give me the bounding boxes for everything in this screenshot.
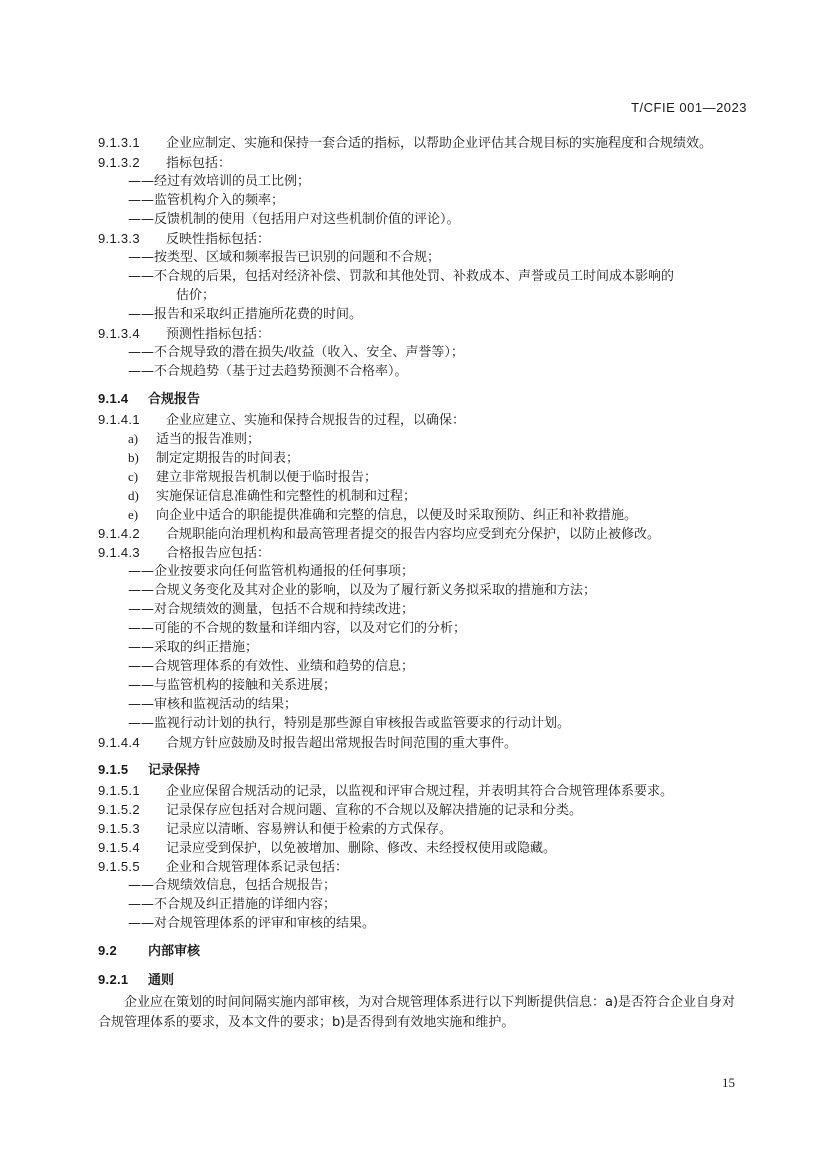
list-item: ——审核和监视活动的结果； [128,697,298,712]
list-item: ——经过有效培训的员工比例； [128,174,311,189]
list-item: ——合规管理体系的有效性、业绩和趋势的信息； [128,659,415,674]
list-item: ——与监管机构的接触和关系进展； [128,678,337,693]
clause-number: 9.1.5.4 [98,840,140,855]
list-item: ——可能的不合规的数量和详细内容，以及对它们的分析； [128,621,467,636]
document-code: T/CFIE 001—2023 [631,100,747,115]
clause-text: 指标包括： [166,156,232,171]
item-text: 向企业中适合的职能提供准确和完整的信息，以便及时采取预防、纠正和补救措施。 [156,508,638,523]
clause-9-1-3-1 [98,133,747,153]
clause-text: 合规职能向治理机构和最高管理者提交的报告内容均应受到充分保护，以防止被修改。 [166,527,661,542]
clause-number: 9.1.5.3 [98,821,140,836]
list-item-continuation: 估价； [176,288,216,303]
clause-text: 记录保存应包括对合规问题、宣称的不合规以及解决措施的记录和分类。 [166,803,583,818]
clause-text: 企业和合规管理体系记录包括： [166,860,349,875]
list-item: ——企业按要求向任何监管机构通报的任何事项； [128,564,415,579]
item-text: 制定定期报告的时间表； [156,451,300,466]
clause-text: 反映性指标包括： [166,232,271,247]
clause-9-1-3-4 [98,324,747,343]
clause-number: 9.1.3.1 [98,135,140,150]
list-item: ——不合规趋势（基于过去趋势预测不合格率）。 [128,364,408,379]
list-item [98,429,747,448]
item-label: b) [128,450,139,465]
section-number: 9.2 [98,943,117,958]
item-label: a) [128,431,139,446]
item-text: 适当的报告准则； [156,432,261,447]
list-item [98,467,747,486]
section-title: 记录保持 [148,763,201,778]
clause-number: 9.1.4.4 [98,735,140,750]
list-item [98,505,747,524]
list-item: ——反馈机制的使用（包括用户对这些机制价值的评论）。 [128,212,460,227]
section-title: 内部审核 [148,944,201,959]
document-body [98,133,747,1033]
list-item: ——不合规的后果，包括对经济补偿、罚款和其他处罚、补救成本、声誉或员工时间成本影响的 [128,269,675,284]
clause-text: 企业应保留合规活动的记录，以监视和评审合规过程，并表明其符合合规管理体系要求。 [166,784,674,799]
clause-text: 企业应制定、实施和保持一套合适的指标，以帮助企业评估其合规目标的实施程度和合规绩效。 [166,136,713,151]
clause-9-1-5-3 [98,819,747,838]
clause-9-1-5-1 [98,781,747,800]
section-title: 合规报告 [148,392,201,407]
paragraph-9-2-1: 企业应在策划的时间间隔实施内部审核，为对合规管理体系进行以下判断提供信息：a)是否符合企业自身对合规管理体系的要求，及本文件的要求；b)是否得到有效地实施和维护。 [98,995,736,1030]
list-item: ——不合规导致的潜在损失/收益（收入、安全、声誉等）； [128,345,464,360]
list-item: ——对合规管理体系的评审和审核的结果。 [128,916,376,931]
list-item: ——合规义务变化及其对企业的影响，以及为了履行新义务拟采取的措施和方法； [128,583,597,598]
item-text: 实施保证信息准确性和完整性的机制和过程； [156,489,417,504]
clause-number: 9.1.5.1 [98,783,140,798]
clause-text: 记录应以清晰、容易辨认和便于检索的方式保存。 [166,822,453,837]
clause-9-1-3-2 [98,153,747,172]
clause-number: 9.1.4.1 [98,412,140,427]
clause-text: 合格报告应包括： [166,546,271,561]
item-label: e) [128,507,139,522]
clause-9-1-4-4 [98,733,747,752]
section-heading-9-2 [98,941,747,962]
item-text: 建立非常规报告机制以便于临时报告； [156,470,378,485]
clause-text: 企业应建立、实施和保持合规报告的过程，以确保： [166,413,466,428]
list-item [98,448,747,467]
list-item: ——按类型、区域和频率报告已识别的问题和不合规； [128,250,441,265]
clause-number: 9.1.5.5 [98,859,140,874]
list-item: ——采取的纠正措施； [128,640,259,655]
clause-9-1-4-1 [98,410,747,429]
section-heading-9-1-5 [98,760,747,781]
clause-9-1-5-4 [98,838,747,857]
list-item: ——合规绩效信息，包括合规报告； [128,878,337,893]
clause-number: 9.1.5.2 [98,802,140,817]
section-number: 9.2.1 [98,972,129,987]
list-item: ——对合规绩效的测量，包括不合规和持续改进； [128,602,415,617]
section-number: 9.1.5 [98,762,129,777]
section-number: 9.1.4 [98,391,129,406]
list-item [98,486,747,505]
page-number: 15 [722,1075,735,1090]
item-label: c) [128,469,139,484]
clause-text: 合规方针应鼓励及时报告超出常规报告时间范围的重大事件。 [166,736,518,751]
clause-9-1-5-2 [98,800,747,819]
item-label: d) [128,488,139,503]
clause-9-1-5-5 [98,857,747,876]
clause-9-1-4-2 [98,524,747,543]
clause-9-1-4-3 [98,543,747,562]
list-item: ——报告和采取纠正措施所花费的时间。 [128,307,363,322]
clause-9-1-3-3 [98,229,747,248]
list-item: ——不合规及纠正措施的详细内容； [128,897,337,912]
clause-number: 9.1.3.3 [98,231,140,246]
clause-number: 9.1.3.4 [98,326,140,341]
list-item: ——监管机构介入的频率； [128,193,285,208]
section-heading-9-2-1 [98,970,747,991]
list-item: ——监视行动计划的执行，特别是那些源自审核报告或监管要求的行动计划。 [128,716,571,731]
section-heading-9-1-4 [98,389,747,410]
clause-text: 预测性指标包括： [166,327,271,342]
section-title: 通则 [148,973,175,988]
clause-number: 9.1.3.2 [98,155,140,170]
clause-number: 9.1.4.3 [98,545,140,560]
clause-text: 记录应受到保护，以免被增加、删除、修改、未经授权使用或隐藏。 [166,841,557,856]
clause-number: 9.1.4.2 [98,526,140,541]
